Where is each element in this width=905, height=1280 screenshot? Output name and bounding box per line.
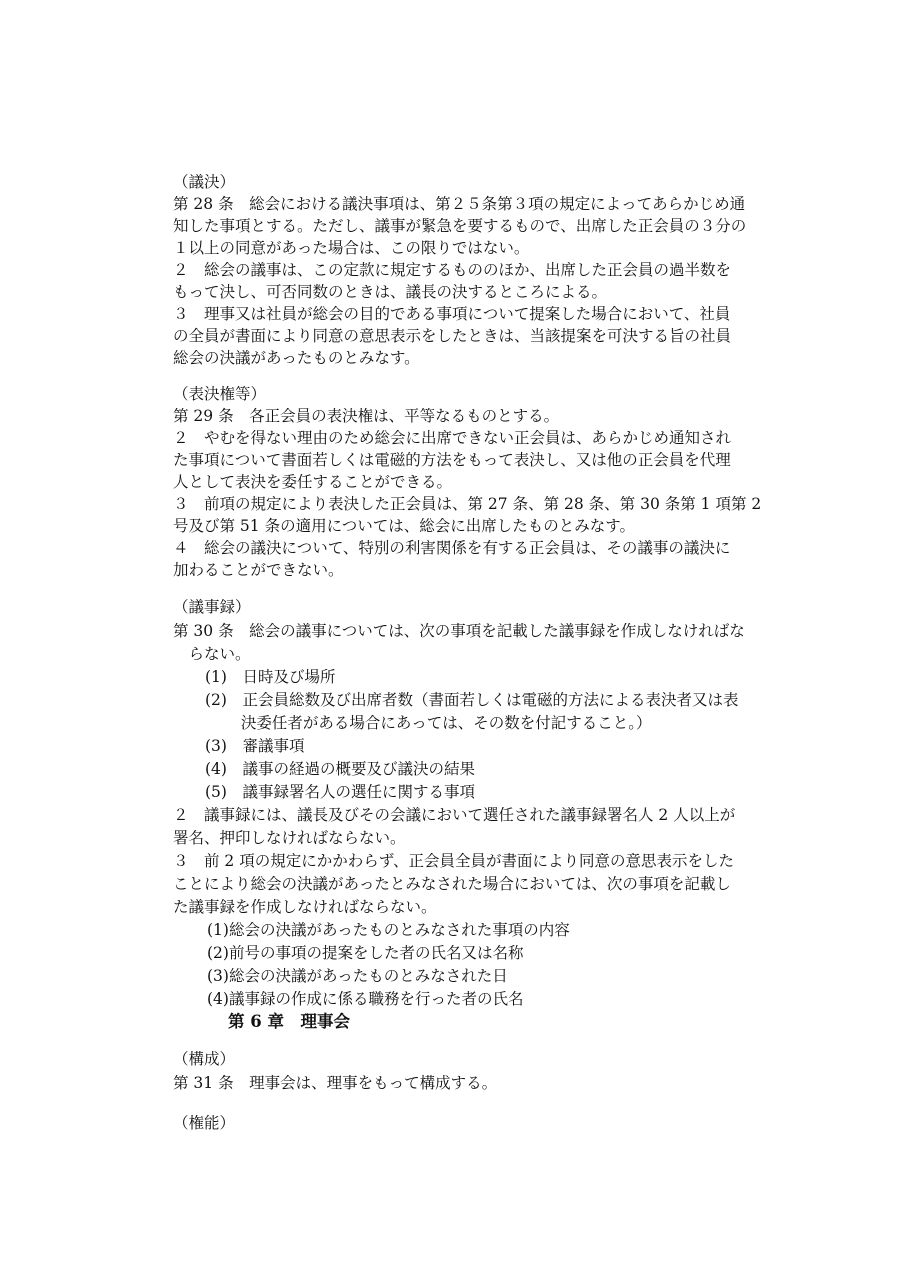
- article-29-line: ３ 前項の規定により表決した正会員は、第 27 条、第 28 条、第 30 条第 1 項第 2: [173, 495, 762, 513]
- list-item: (3)総会の決議があったものとみなされた日: [207, 967, 508, 985]
- list-item: 決委任者がある場合にあっては、その数を付記すること。）: [205, 714, 652, 732]
- list-item: (3) 審議事項: [205, 737, 305, 755]
- list-item: (2) 正会員総数及び出席者数（書面若しくは電磁的方法による表決者又は表: [205, 691, 739, 709]
- article-30-line: た議事録を作成しなければならない。: [173, 898, 437, 916]
- list-item: (5) 議事録署名人の選任に関する事項: [205, 783, 475, 801]
- list-item: (4)議事録の作成に係る職務を行った者の氏名: [207, 990, 524, 1008]
- article-30-line: ２ 議事録には、議長及びその会議において選任された議事録署名人 2 人以上が: [173, 806, 736, 824]
- section-heading-kenno: （権能）: [173, 1114, 236, 1132]
- list-item: (2)前号の事項の提案をした者の氏名又は名称: [207, 944, 524, 962]
- section-heading-kosei: （構成）: [173, 1050, 236, 1068]
- article-30-line: ことにより総会の決議があったとみなされた場合においては、次の事項を記載し: [173, 875, 731, 893]
- article-28-line: ３ 理事又は社員が総会の目的である事項について提案した場合において、社員: [173, 305, 731, 323]
- article-31-line: 第 31 条 理事会は、理事をもって構成する。: [173, 1074, 498, 1092]
- article-28-line: もって決し、可否同数のときは、議長の決するところによる。: [173, 283, 608, 301]
- section-heading-gijiroku: （議事録）: [173, 598, 251, 616]
- chapter-title: 第 6 章 理事会: [228, 1012, 350, 1031]
- article-29-line: ４ 総会の議決について、特別の利害関係を有する正会員は、その議事の議決に: [173, 539, 731, 557]
- article-29-line: ２ やむを得ない理由のため総会に出席できない正会員は、あらかじめ通知され: [173, 429, 732, 447]
- section-heading-hyoketsuken: （表決権等）: [173, 385, 267, 403]
- section-heading-giketsu: （議決）: [173, 173, 236, 191]
- article-29-line: 第 29 条 各正会員の表決権は、平等なるものとする。: [173, 407, 560, 425]
- article-30-line: 第 30 条 総会の議事については、次の事項を記載した議事録を作成しなければな: [173, 622, 745, 640]
- article-30-line: ３ 前 2 項の規定にかかわらず、正会員全員が書面により同意の意思表示をした: [173, 852, 734, 870]
- article-28-line: の全員が書面により同意の意思表示をしたときは、当該提案を可決する旨の社員: [173, 327, 732, 345]
- list-item: (4) 議事の経過の概要及び議決の結果: [205, 760, 475, 778]
- list-item: (1) 日時及び場所: [205, 668, 336, 686]
- article-30-line: らない。: [173, 645, 251, 663]
- article-28-line: ２ 総会の議事は、この定款に規定するもののほか、出席した正会員の過半数を: [173, 261, 732, 279]
- article-29-line: 加わることができない。: [173, 561, 344, 579]
- list-item: (1)総会の決議があったものとみなされた事項の内容: [207, 921, 570, 939]
- article-28-line: 第 28 条 総会における議決事項は、第２５条第３項の規定によってあらかじめ通: [173, 195, 746, 213]
- article-29-line: 人として表決を委任することができる。: [173, 473, 453, 491]
- article-29-line: た事項について書面若しくは電磁的方法をもって表決し、又は他の正会員を代理: [173, 451, 731, 469]
- article-30-line: 署名、押印しなければならない。: [173, 829, 406, 847]
- article-28-line: 総会の決議があったものとみなす。: [173, 349, 420, 367]
- article-28-line: 知した事項とする。ただし、議事が緊急を要するもので、出席した正会員の３分の: [173, 217, 747, 235]
- article-29-line: 号及び第 51 条の適用については、総会に出席したものとみなす。: [173, 517, 636, 535]
- article-28-line: １以上の同意があった場合は、この限りではない。: [173, 239, 530, 257]
